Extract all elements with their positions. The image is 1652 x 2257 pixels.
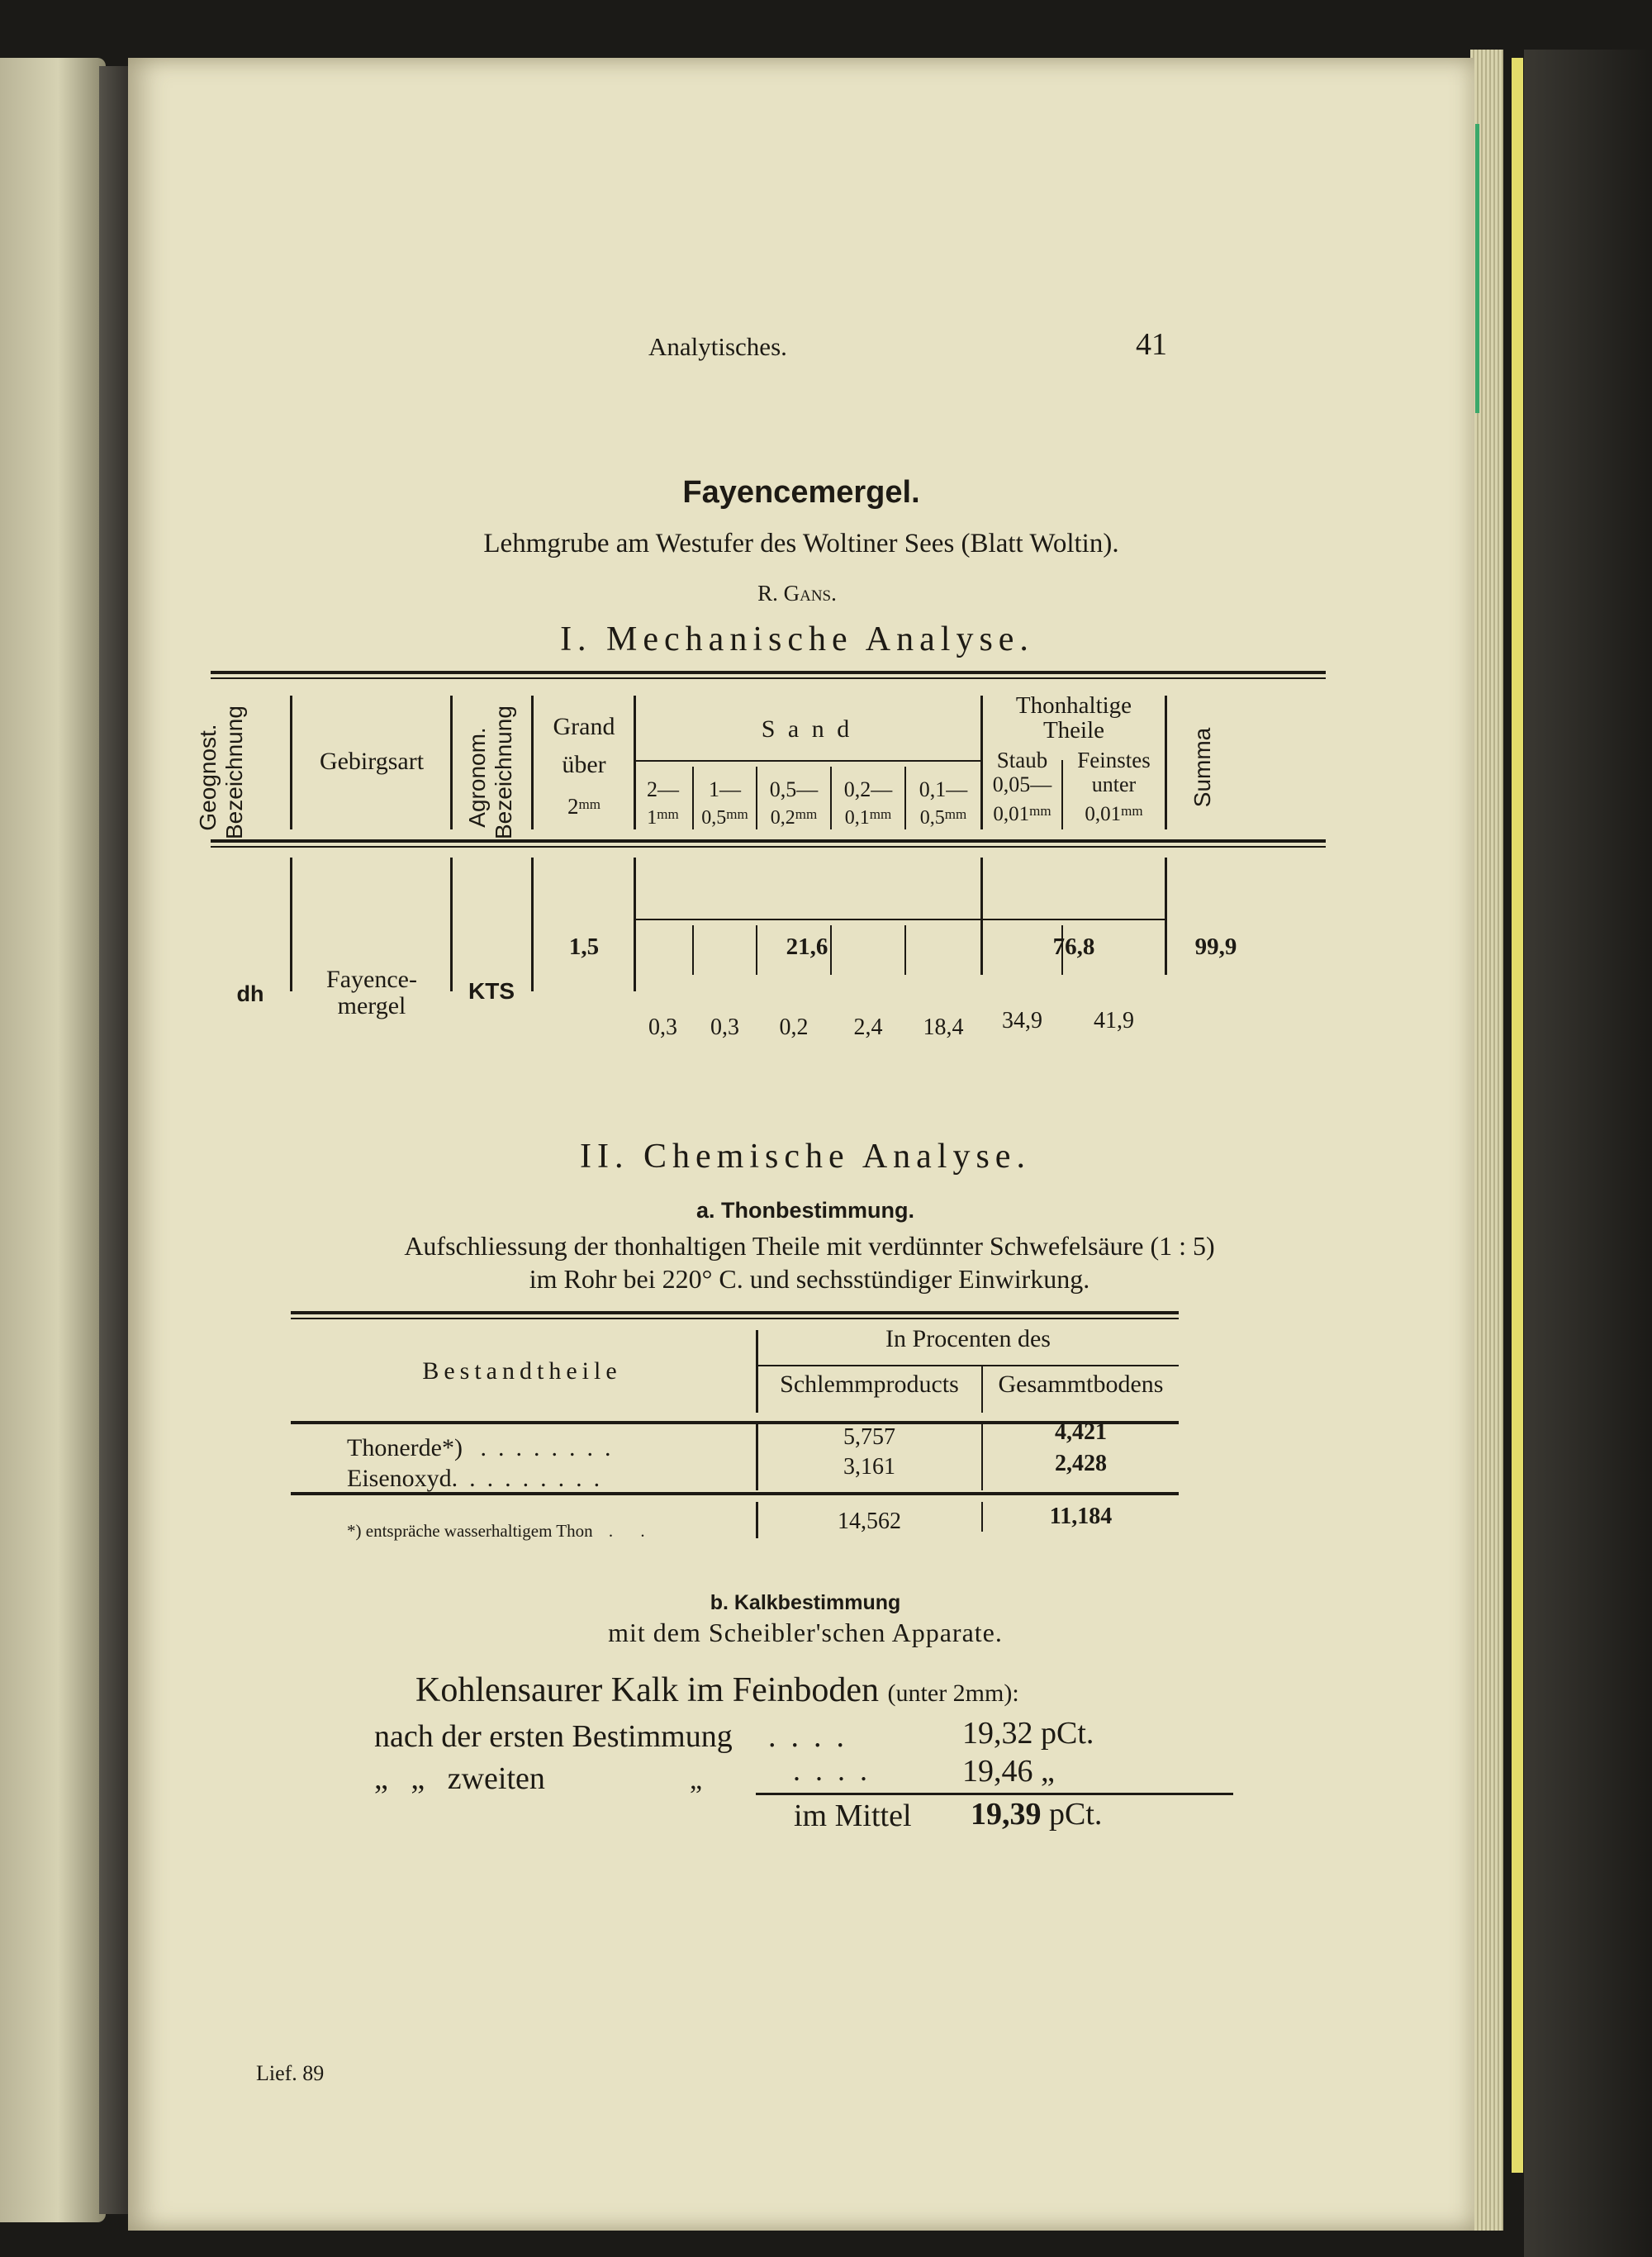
yellow-page-edge [1512,58,1523,2173]
row-feinstes: 41,9 [1094,1008,1134,1033]
footnote-label: *) entspräche wasserhaltigem Thon [347,1521,593,1541]
sand-col-3-bottom [757,801,830,831]
header-geognost-label: Geognost. Bezeichnung [195,706,247,839]
header-geognost [195,706,248,843]
subsection-b: b. Kalkbestimmung [710,1591,901,1614]
kalk-row-first-value: 19,32 pCt. [962,1716,1094,1751]
header-staub-1: Staub [996,748,1048,772]
sand-col-1-top: 2— [647,777,679,801]
running-title: Analytisches. [648,332,787,361]
kalk-heading-label: Kohlensaurer Kalk im Feinboden [415,1671,880,1709]
kalk-row-second-label: „ „ zweiten [374,1761,545,1796]
thonerde-schlemm: 5,757 [843,1424,895,1450]
sand-col-2-value: 0,5 [701,807,727,829]
sand-col-4-top: 0,2— [843,777,893,801]
author: R. Gans. [757,581,837,606]
header-grand-1: Grand [553,713,615,740]
row-gebirgsart-1: Fayence- [326,966,417,993]
subhead-schlemmproducts: Schlemmproducts [780,1371,959,1398]
kalk-heading [415,1670,1019,1710]
header-feinstes-2: unter [1091,772,1137,796]
sand-col-1-bottom [634,801,692,831]
location-line: Lehmgrube am Westufer des Woltiner Sees (Blatt Woltin). [483,529,1119,558]
sand-col-5-top: 0,1— [919,777,968,801]
row-gebirgsart-2: mergel [337,992,406,1019]
header-staub-2: 0,05— [992,772,1052,796]
footer-lieferung: Lief. 89 [256,2061,325,2085]
sand-col-4-value: 0,1 [844,807,870,829]
sand-col-3-unit: mm [795,806,818,822]
kalk-heading-unit: (unter 2mm): [887,1680,1019,1707]
sand-col-1-value: 1 [647,807,657,829]
eisenoxyd-schlemm: 3,161 [843,1454,895,1480]
row-thonerde [347,1434,622,1462]
mittel-label: im Mittel [794,1798,912,1833]
book-page [128,58,1474,2231]
sand-col-3-top: 0,5— [769,777,819,801]
staub-range-value: 0,01 [993,803,1030,825]
header-sand: S a n d [761,715,853,743]
sand-col-2-unit: mm [726,806,748,822]
row-agronom: KTS [468,978,515,1004]
page-number: 41 [1136,327,1167,362]
eisenoxyd-gesammt: 2,428 [1055,1451,1107,1476]
row-sand-5: 18,4 [923,1014,964,1040]
header-thonhaltige-2: Theile [1042,717,1105,744]
page-title: Fayencemergel. [682,475,920,510]
total-schlemm: 14,562 [838,1509,901,1534]
row-eisenoxyd [347,1465,611,1493]
header-feinstes-3 [1063,798,1165,828]
header-staub-3 [983,798,1061,828]
description-b: mit dem Scheibler'schen Apparate. [608,1618,1003,1647]
sand-col-4-unit: mm [869,806,892,822]
row-thon-total: 76,8 [1052,934,1095,960]
leader-dots: .... [793,1754,882,1787]
sand-col-5-value: 0,5 [919,807,945,829]
eisenoxyd-label: Eisenoxyd [347,1465,452,1492]
description-a-line1: Aufschliessung der thonhaltigen Theile mit verdünnter Schwefelsäure (1 : 5) [404,1231,1215,1261]
book-cover [1524,50,1652,2257]
kalk-row-second-ditto: „ [690,1765,703,1795]
row-sand-4: 2,4 [853,1014,883,1040]
row-geognost: dh [236,981,264,1006]
subhead-gesammtbodens: Gesammtbodens [998,1371,1164,1398]
row-grand: 1,5 [568,934,600,960]
mittel-unit: pCt. [1049,1797,1103,1832]
header-thonhaltige-1: Thonhaltige [1015,692,1132,719]
staub-range-unit: mm [1029,803,1051,819]
footnote-thon: *) entspräche wasserhaltigem Thon . . [347,1521,657,1541]
sand-col-5-unit: mm [944,806,967,822]
section-mechanische-analyse: I. Mechanische Analyse. [560,620,1034,658]
feinstes-range-value: 0,01 [1085,803,1122,825]
section-chemische-analyse: II. Chemische Analyse. [580,1138,1031,1176]
mittel-value: 19,39 [971,1797,1042,1832]
sand-col-2-top: 1— [709,777,741,801]
header-agronom-label: Agronom. Bezeichnung [464,706,516,839]
sand-col-2-bottom [694,801,756,831]
header-grand-3 [534,791,634,820]
mittel-result [971,1796,1102,1832]
feinstes-range-unit: mm [1121,803,1143,819]
leader-dots: ......... [451,1465,612,1492]
header-feinstes-1: Feinstes [1077,748,1151,772]
row-sand-3: 0,2 [779,1014,809,1040]
sand-col-4-bottom [832,801,904,831]
group-head-procenten: In Procenten des [885,1325,1051,1352]
leader-dots: ........ [462,1434,623,1461]
row-summa: 99,9 [1194,934,1237,960]
header-summa: Summa [1189,727,1215,808]
header-grand-2: über [562,751,606,778]
row-sand-2: 0,3 [710,1014,739,1040]
total-gesammt: 11,184 [1049,1504,1113,1529]
green-bookmark [1475,124,1479,413]
row-sand-total: 21,6 [786,934,828,960]
sand-col-5-bottom [906,801,980,831]
sand-col-1-unit: mm [657,806,679,822]
kalk-row-second-value: 19,46 „ [962,1754,1055,1789]
row-staub: 34,9 [1002,1008,1042,1033]
subsection-a: a. Thonbestimmung. [695,1198,914,1223]
grand-unit: mm [578,796,601,812]
leader-dots: .... [768,1719,859,1754]
col-head-bestandtheile: Bestandtheile [422,1357,622,1385]
facing-page-edge [0,58,106,2222]
thonerde-label: Thonerde*) [347,1434,463,1461]
header-agronom [464,706,517,843]
thonerde-gesammt: 4,421 [1055,1419,1107,1445]
description-a-line2: im Rohr bei 220° C. und sechsstündiger Einwirkung. [529,1264,1090,1294]
row-sand-1: 0,3 [648,1014,677,1040]
header-gebirgsart: Gebirgsart [319,748,425,775]
sand-col-3-value: 0,2 [770,807,795,829]
kalk-row-first-label: nach der ersten Bestimmung [374,1719,733,1754]
grand-value-label: 2 [567,794,579,819]
